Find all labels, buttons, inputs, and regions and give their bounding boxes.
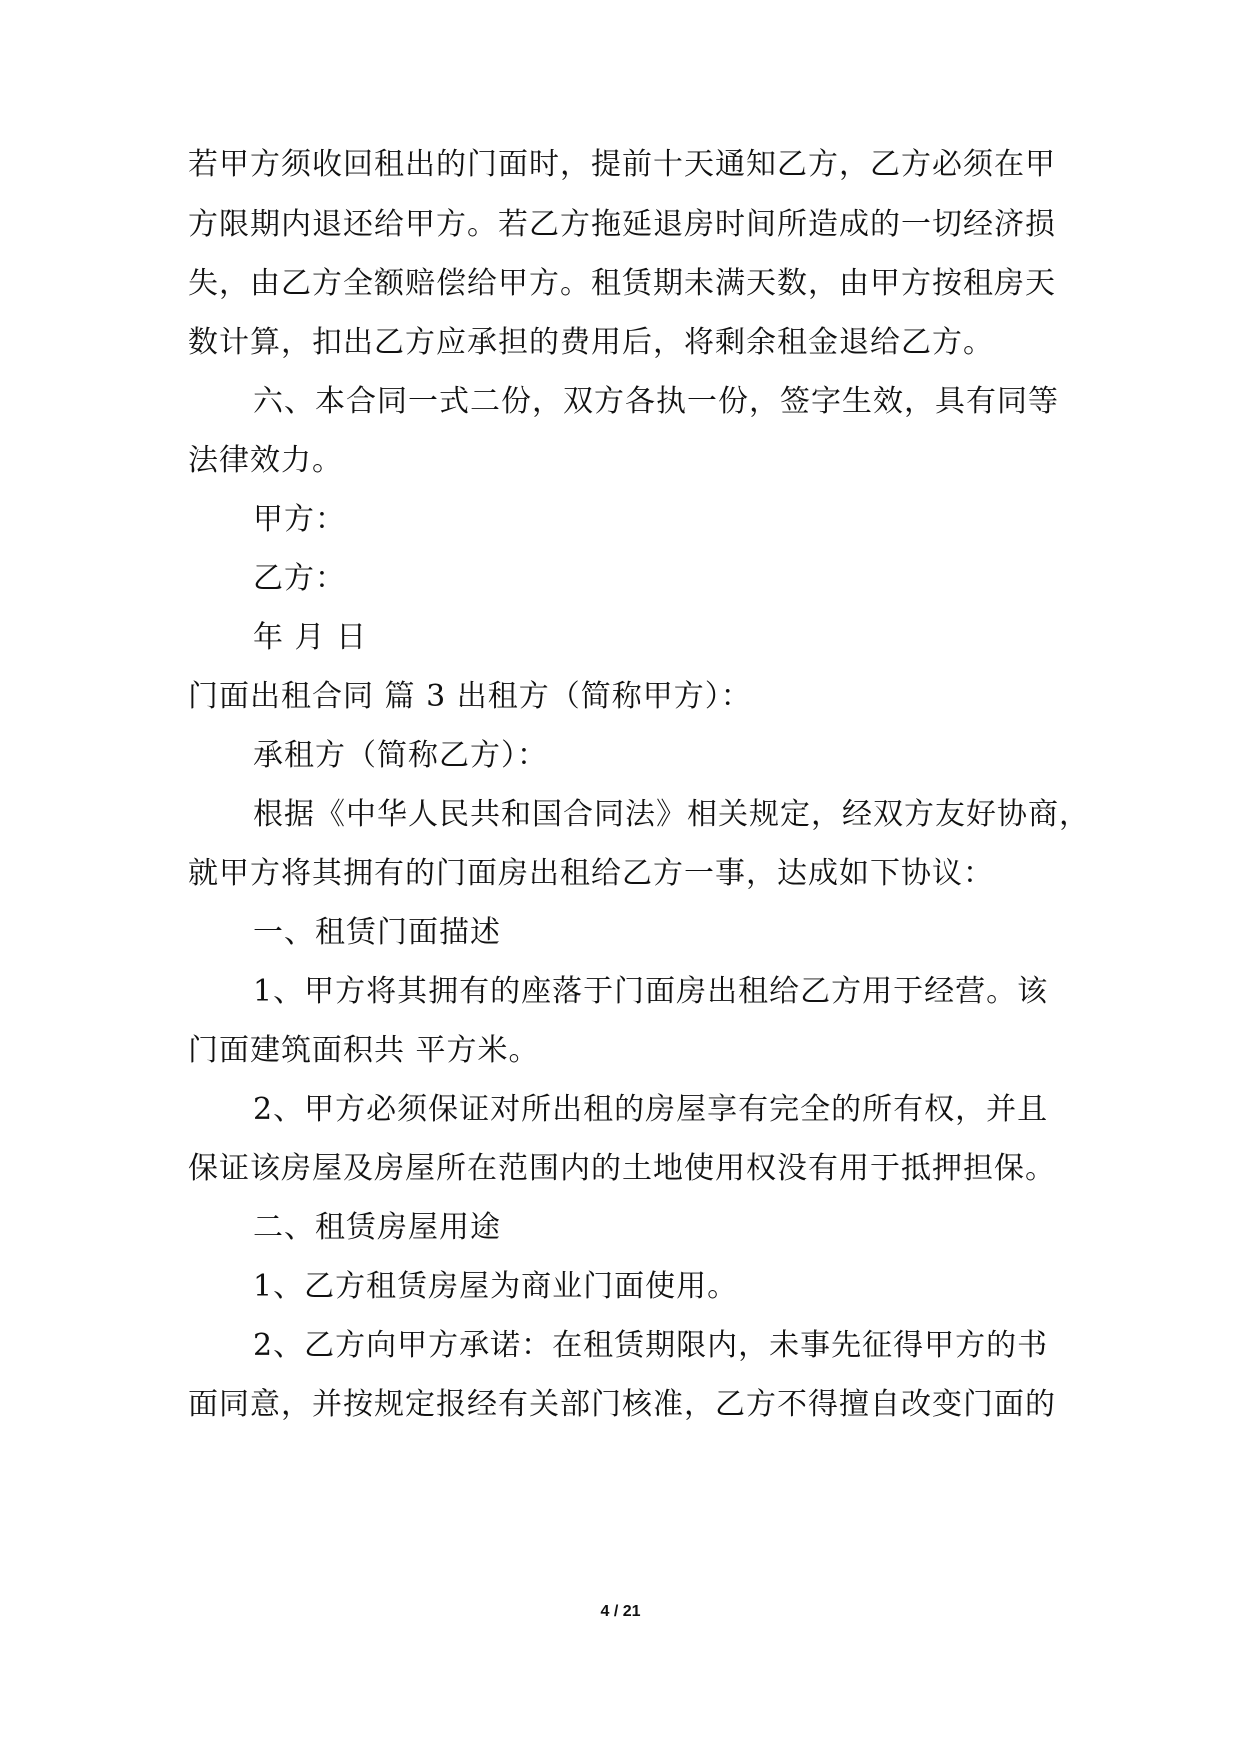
text-line: 根据《中华人民共和国合同法》相关规定，经双方友好协商， <box>253 797 1090 832</box>
text-line: 就甲方将其拥有的门面房出租给乙方一事，达成如下协议： <box>188 856 994 891</box>
signature-party-b: 乙方： <box>253 561 346 596</box>
text-line: 承租方（简称乙方）： <box>253 738 548 773</box>
text-line: 面同意，并按规定报经有关部门核准，乙方不得擅自改变门面的 <box>188 1387 1056 1422</box>
text-line: 若甲方须收回租出的门面时，提前十天通知乙方，乙方必须在甲 <box>188 147 1056 182</box>
signature-party-a: 甲方： <box>253 502 346 537</box>
clause-heading: 二、租赁房屋用途 <box>253 1210 501 1245</box>
text-line: 方限期内退还给甲方。若乙方拖延退房时间所造成的一切经济损 <box>188 207 1056 242</box>
signature-date: 年 月 日 <box>253 620 368 655</box>
text-line: 门面建筑面积共 平方米。 <box>188 1033 540 1068</box>
text-line: 保证该房屋及房屋所在范围内的土地使用权没有用于抵押担保。 <box>188 1151 1056 1186</box>
text-line: 法律效力。 <box>188 443 343 478</box>
text-line: 1、乙方租赁房屋为商业门面使用。 <box>253 1269 739 1304</box>
text-line: 失，由乙方全额赔偿给甲方。租赁期未满天数，由甲方按租房天 <box>188 266 1056 301</box>
section-heading: 门面出租合同 篇 3 出租方（简称甲方）： <box>188 679 752 714</box>
text-line: 六、本合同一式二份，双方各执一份，签字生效，具有同等 <box>253 384 1059 419</box>
text-line: 2、乙方向甲方承诺：在租赁期限内，未事先征得甲方的书 <box>253 1328 1049 1363</box>
clause-heading: 一、租赁门面描述 <box>253 915 501 950</box>
text-line: 数计算，扣出乙方应承担的费用后，将剩余租金退给乙方。 <box>188 325 994 360</box>
text-line: 2、甲方必须保证对所出租的房屋享有完全的所有权，并且 <box>253 1092 1049 1127</box>
page-number: 4 / 21 <box>600 1603 641 1620</box>
text-line: 1、甲方将其拥有的座落于门面房出租给乙方用于经营。该 <box>253 974 1049 1009</box>
